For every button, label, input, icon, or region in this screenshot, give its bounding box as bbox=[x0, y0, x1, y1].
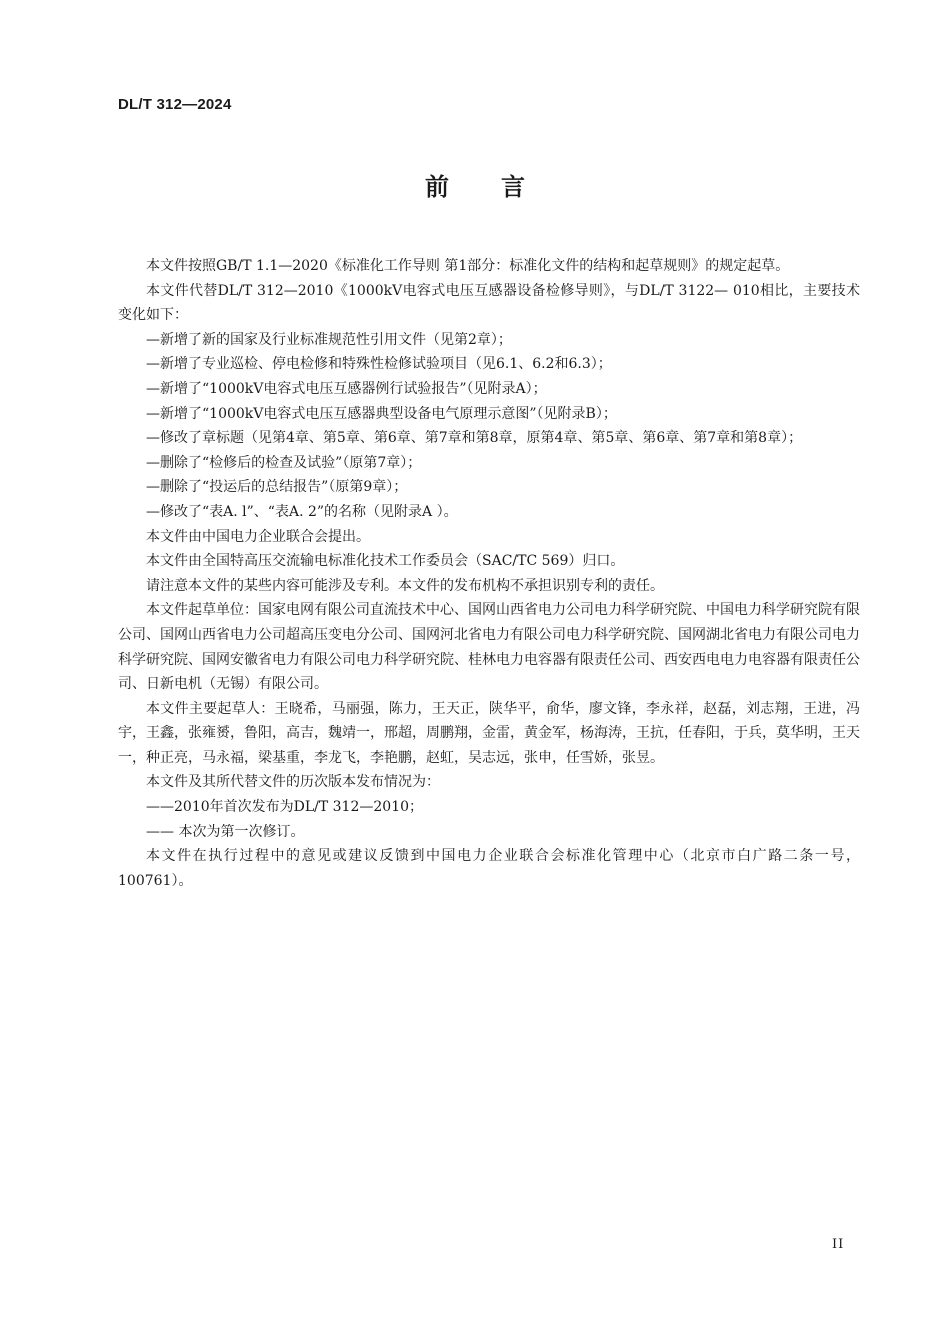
paragraph: 本文件按照GB/T 1.1—2020《标准化工作导则 第1部分：标准化文件的结构和起草规则》的规定起草。 bbox=[146, 258, 790, 274]
list-item: —删除了“检修后的检查及试验”（原第7章）； bbox=[146, 454, 422, 471]
list-item: —新增了专业巡检、停电检修和特殊性检修试验项目（见6.1、6.2和6.3）； bbox=[146, 356, 612, 373]
paragraph: 本文件起草单位：国家电网有限公司直流技术中心、国网山西省电力公司电力科学研究院、中国电力科学研究院有限公司、国网山西省电力公司超高压变电分公司、国网河北省电力有限公司电力科学研究院、国网湖北省电力有限公司电力科学研究院、国网安徽省电力有限公司电力科学研究院、桂林电力电容器有限责任公司、西安西电电力电容器有限责任公司、日新电机（无锡）有限公司。 bbox=[118, 602, 860, 693]
paragraph: 本文件主要起草人：王晓希，马丽强，陈力，王天正，陕华平，俞华，廖文锋，李永祥，赵磊，刘志翔，王进，冯宇，王鑫，张雍赟，鲁阳，高吉，魏靖一，邢超，周鹏翔，金雷，黄金军，杨海涛，王抗，任春阳，于兵，莫华明，王天一，种正亮，马永福，梁基重，李龙飞，李艳鹏，赵虹，吴志远，张申，任雪娇，张昱。 bbox=[118, 700, 860, 766]
foreword-body bbox=[118, 254, 860, 893]
list-item: —修改了“表A. l”、“表A. 2”的名称（见附录A ）。 bbox=[146, 503, 458, 520]
list-item: —— 本次为第一次修订。 bbox=[146, 823, 305, 840]
list-item: —修改了章标题（见第4章、第5章、第6章、第7章和第8章，原第4章、第5章、第6章、第7章和第8章）； bbox=[146, 430, 803, 447]
paragraph: 本文件由全国特高压交流输电标准化技术工作委员会（SAC/TC 569）归口。 bbox=[146, 553, 625, 570]
list-item: —新增了“1000kV电容式电压互感器例行试验报告”（见附录A）； bbox=[146, 380, 547, 397]
list-item: —删除了“投运后的总结报告”（原第9章）； bbox=[146, 479, 408, 496]
list-item: ——2010年首次发布为DL/T 312—2010； bbox=[146, 799, 424, 816]
paragraph: 本文件代替DL/T 312—2010《1000kV电容式电压互感器设备检修导则》，与DL/T 3122— 010相比，主要技术变化如下： bbox=[118, 282, 860, 324]
paragraph: 本文件由中国电力企业联合会提出。 bbox=[146, 528, 370, 545]
paragraph: 本文件及其所代替文件的历次版本发布情况为： bbox=[146, 774, 440, 791]
list-item: —新增了“1000kV电容式电压互感器典型设备电气原理示意图”（见附录B）； bbox=[146, 405, 617, 422]
paragraph: 请注意本文件的某些内容可能涉及专利。本文件的发布机构不承担识别专利的责任。 bbox=[146, 577, 664, 594]
list-item: —新增了新的国家及行业标准规范性引用文件（见第2章）； bbox=[146, 331, 512, 348]
page-number: II bbox=[832, 1237, 845, 1252]
paragraph: 本文件在执行过程中的意见或建议反馈到中国电力企业联合会标准化管理中心（北京市白广路二条一号，100761）。 bbox=[118, 848, 860, 889]
standard-code: DL/T 312—2024 bbox=[118, 96, 232, 113]
page-title: 前言 bbox=[425, 173, 577, 201]
